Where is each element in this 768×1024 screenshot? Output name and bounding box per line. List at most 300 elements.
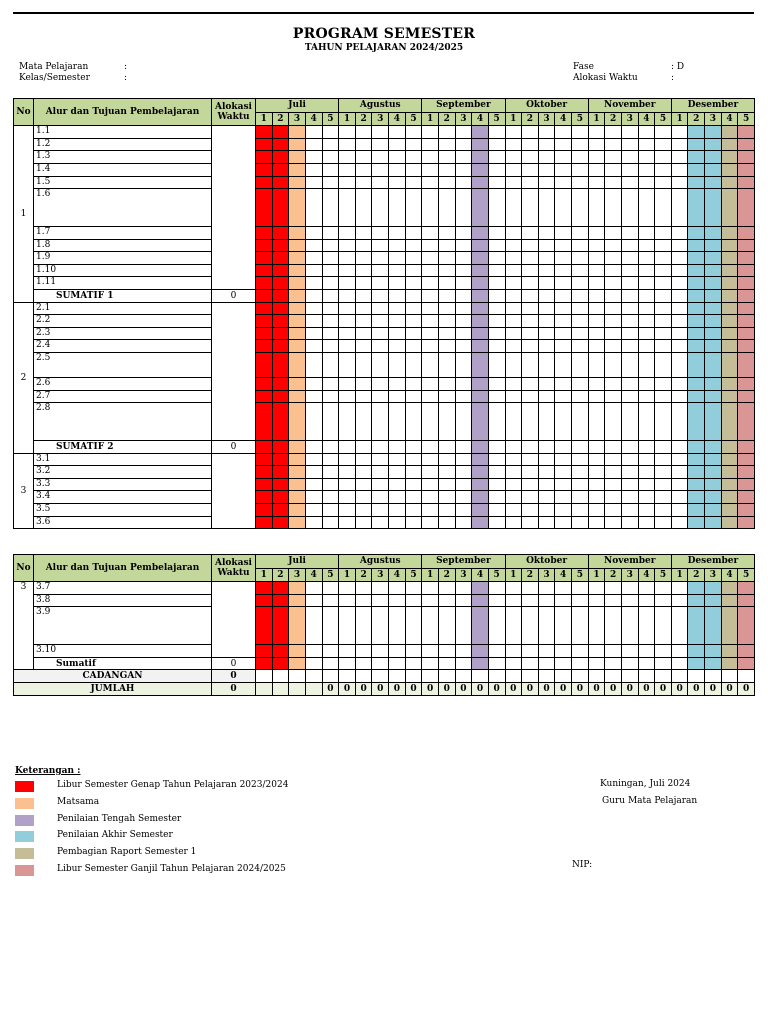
week-cell	[372, 315, 389, 328]
legend-swatch	[15, 848, 34, 859]
week-cell	[588, 403, 605, 441]
week-cell	[322, 504, 339, 517]
week-cell	[655, 352, 672, 377]
week-cell	[605, 302, 622, 315]
week-cell	[322, 378, 339, 391]
week-cell	[655, 390, 672, 403]
alokasi-value: 0	[212, 657, 256, 670]
week-cell	[272, 594, 289, 607]
week-cell	[389, 657, 406, 670]
week-cell	[372, 516, 389, 529]
week-cell	[455, 189, 472, 227]
week-cell	[389, 378, 406, 391]
week-cell	[339, 478, 356, 491]
week-cell	[638, 516, 655, 529]
week-cell	[688, 466, 705, 479]
header-week: 3	[538, 568, 555, 582]
week-cell	[438, 390, 455, 403]
week-cell	[289, 163, 306, 176]
week-cell	[738, 151, 755, 164]
week-cell	[422, 441, 439, 454]
week-cell	[289, 327, 306, 340]
week-cell	[688, 403, 705, 441]
week-cell	[389, 163, 406, 176]
week-cell	[256, 340, 273, 353]
week-cell	[688, 277, 705, 290]
jumlah-week: 0	[339, 682, 356, 695]
week-cell	[621, 327, 638, 340]
week-cell	[438, 466, 455, 479]
week-cell	[688, 453, 705, 466]
week-cell	[721, 491, 738, 504]
header-week: 4	[555, 112, 572, 126]
week-cell	[322, 607, 339, 645]
week-cell	[272, 138, 289, 151]
week-cell	[555, 607, 572, 645]
week-cell	[721, 252, 738, 265]
week-cell	[605, 352, 622, 377]
week-cell	[488, 352, 505, 377]
week-cell	[671, 453, 688, 466]
goal-row	[14, 466, 755, 479]
week-cell	[505, 352, 522, 377]
week-cell	[555, 138, 572, 151]
legend-item	[15, 863, 286, 881]
week-cell	[472, 289, 489, 302]
week-cell	[289, 516, 306, 529]
week-cell	[488, 504, 505, 517]
week-cell	[738, 491, 755, 504]
week-cell	[655, 189, 672, 227]
week-cell	[372, 151, 389, 164]
week-cell	[605, 645, 622, 658]
week-cell	[738, 239, 755, 252]
week-cell	[738, 516, 755, 529]
week-cell	[322, 264, 339, 277]
week-cell	[339, 516, 356, 529]
week-cell	[305, 478, 322, 491]
week-cell	[638, 327, 655, 340]
week-cell	[638, 264, 655, 277]
week-cell	[671, 466, 688, 479]
week-cell	[538, 594, 555, 607]
week-cell	[405, 645, 422, 658]
week-cell	[438, 138, 455, 151]
week-cell	[738, 226, 755, 239]
week-cell	[721, 189, 738, 227]
week-cell	[438, 252, 455, 265]
jumlah-label: JUMLAH	[14, 682, 212, 695]
week-cell	[372, 138, 389, 151]
week-cell	[472, 138, 489, 151]
header-month-juli: Juli	[256, 555, 339, 569]
week-cell	[705, 252, 722, 265]
week-cell	[272, 226, 289, 239]
week-cell	[572, 441, 589, 454]
week-cell	[538, 327, 555, 340]
week-cell	[472, 478, 489, 491]
week-cell	[705, 327, 722, 340]
goal-label: 2.2	[34, 315, 212, 328]
week-cell	[605, 277, 622, 290]
week-cell	[339, 327, 356, 340]
week-cell	[688, 126, 705, 139]
week-cell	[339, 390, 356, 403]
week-cell	[455, 302, 472, 315]
week-cell	[721, 441, 738, 454]
week-cell	[688, 176, 705, 189]
week-cell	[405, 390, 422, 403]
header-week: 4	[638, 112, 655, 126]
week-cell	[621, 478, 638, 491]
week-cell	[721, 403, 738, 441]
week-cell	[605, 607, 622, 645]
week-cell	[605, 582, 622, 595]
header-week: 2	[605, 112, 622, 126]
week-cell	[472, 607, 489, 645]
week-cell	[738, 403, 755, 441]
week-cell	[289, 645, 306, 658]
cadangan-week	[305, 670, 322, 683]
week-cell	[256, 226, 273, 239]
header-alokasi-line1: Alokasi	[215, 558, 252, 569]
week-cell	[372, 657, 389, 670]
week-cell	[305, 441, 322, 454]
week-cell	[455, 478, 472, 491]
week-cell	[555, 126, 572, 139]
week-cell	[522, 176, 539, 189]
week-cell	[655, 491, 672, 504]
week-cell	[555, 441, 572, 454]
week-cell	[588, 264, 605, 277]
week-cell	[505, 607, 522, 645]
week-cell	[588, 657, 605, 670]
week-cell	[438, 176, 455, 189]
week-cell	[355, 378, 372, 391]
week-cell	[671, 226, 688, 239]
week-cell	[488, 151, 505, 164]
week-cell	[588, 352, 605, 377]
header-week: 5	[738, 568, 755, 582]
week-cell	[655, 138, 672, 151]
goal-row	[14, 390, 755, 403]
week-cell	[671, 126, 688, 139]
legend	[15, 766, 289, 881]
week-cell	[572, 226, 589, 239]
week-cell	[505, 315, 522, 328]
week-cell	[305, 403, 322, 441]
week-cell	[289, 340, 306, 353]
week-cell	[688, 504, 705, 517]
header-month-oktober: Oktober	[505, 555, 588, 569]
week-cell	[505, 226, 522, 239]
week-cell	[355, 239, 372, 252]
week-cell	[472, 441, 489, 454]
week-cell	[688, 340, 705, 353]
week-cell	[638, 176, 655, 189]
week-cell	[488, 239, 505, 252]
week-cell	[621, 594, 638, 607]
week-cell	[588, 176, 605, 189]
week-cell	[488, 302, 505, 315]
header-week: 2	[438, 568, 455, 582]
week-cell	[638, 239, 655, 252]
week-cell	[422, 657, 439, 670]
week-cell	[322, 594, 339, 607]
week-cell	[572, 453, 589, 466]
week-cell	[272, 403, 289, 441]
week-cell	[605, 453, 622, 466]
header-week: 4	[721, 112, 738, 126]
header-week: 4	[555, 568, 572, 582]
week-cell	[389, 582, 406, 595]
week-cell	[605, 151, 622, 164]
week-cell	[688, 163, 705, 176]
week-cell	[655, 453, 672, 466]
week-cell	[405, 378, 422, 391]
week-cell	[638, 138, 655, 151]
week-cell	[438, 315, 455, 328]
week-cell	[389, 466, 406, 479]
week-cell	[389, 327, 406, 340]
week-cell	[256, 441, 273, 454]
header-week: 1	[339, 568, 356, 582]
week-cell	[272, 466, 289, 479]
week-cell	[405, 453, 422, 466]
week-cell	[638, 478, 655, 491]
week-cell	[671, 504, 688, 517]
week-cell	[389, 390, 406, 403]
week-cell	[472, 516, 489, 529]
header-week: 1	[505, 112, 522, 126]
week-cell	[738, 657, 755, 670]
header-alur: Alur dan Tujuan Pembelajaran	[34, 555, 212, 582]
week-cell	[721, 315, 738, 328]
week-cell	[655, 594, 672, 607]
alokasi-merged	[212, 582, 256, 658]
cadangan-row	[14, 670, 755, 683]
week-cell	[488, 252, 505, 265]
week-cell	[272, 302, 289, 315]
week-cell	[621, 239, 638, 252]
week-cell	[488, 289, 505, 302]
week-cell	[555, 582, 572, 595]
legend-text: Penilaian Tengah Semester	[57, 813, 182, 824]
week-cell	[522, 126, 539, 139]
header-month-desember: Desember	[671, 555, 754, 569]
week-cell	[455, 453, 472, 466]
week-cell	[705, 403, 722, 441]
jumlah-week: 0	[488, 682, 505, 695]
header-week: 3	[455, 112, 472, 126]
week-cell	[355, 163, 372, 176]
alokasi-waktu-value: :	[671, 73, 675, 83]
week-cell	[305, 466, 322, 479]
header-week: 1	[671, 568, 688, 582]
week-cell	[405, 189, 422, 227]
header-week: 1	[505, 568, 522, 582]
week-cell	[721, 516, 738, 529]
week-cell	[621, 352, 638, 377]
week-cell	[422, 491, 439, 504]
header-week: 1	[588, 568, 605, 582]
week-cell	[389, 176, 406, 189]
week-cell	[738, 138, 755, 151]
goal-row	[14, 277, 755, 290]
week-cell	[472, 466, 489, 479]
week-cell	[655, 657, 672, 670]
week-cell	[505, 491, 522, 504]
week-cell	[588, 453, 605, 466]
kelas-semester-label: Kelas/Semester	[19, 73, 90, 83]
header-week: 3	[538, 112, 555, 126]
week-cell	[572, 340, 589, 353]
goal-row	[14, 327, 755, 340]
week-cell	[655, 504, 672, 517]
header-week: 4	[305, 112, 322, 126]
week-cell	[422, 315, 439, 328]
week-cell	[588, 151, 605, 164]
week-cell	[405, 491, 422, 504]
week-cell	[638, 352, 655, 377]
goal-row	[14, 163, 755, 176]
header-alur: Alur dan Tujuan Pembelajaran	[34, 99, 212, 126]
week-cell	[688, 138, 705, 151]
jumlah-week: 0	[555, 682, 572, 695]
fase-label: Fase	[573, 62, 594, 72]
week-cell	[355, 264, 372, 277]
week-cell	[538, 491, 555, 504]
week-cell	[355, 151, 372, 164]
week-cell	[638, 315, 655, 328]
week-cell	[638, 252, 655, 265]
week-cell	[688, 378, 705, 391]
week-cell	[322, 340, 339, 353]
week-cell	[488, 277, 505, 290]
header-week: 1	[422, 568, 439, 582]
cadangan-week	[538, 670, 555, 683]
week-cell	[572, 176, 589, 189]
jumlah-week: 0	[322, 682, 339, 695]
week-cell	[455, 390, 472, 403]
week-cell	[688, 594, 705, 607]
week-cell	[555, 594, 572, 607]
week-cell	[655, 340, 672, 353]
week-cell	[721, 226, 738, 239]
week-cell	[705, 594, 722, 607]
header-week: 1	[256, 112, 273, 126]
week-cell	[555, 466, 572, 479]
week-cell	[572, 126, 589, 139]
week-cell	[405, 478, 422, 491]
week-cell	[538, 340, 555, 353]
week-cell	[372, 607, 389, 645]
week-cell	[438, 239, 455, 252]
week-cell	[738, 441, 755, 454]
week-cell	[272, 378, 289, 391]
week-cell	[455, 277, 472, 290]
week-cell	[355, 594, 372, 607]
legend-item	[15, 830, 173, 847]
week-cell	[505, 189, 522, 227]
week-cell	[721, 607, 738, 645]
week-cell	[322, 466, 339, 479]
week-cell	[671, 138, 688, 151]
week-cell	[488, 403, 505, 441]
week-cell	[572, 645, 589, 658]
week-cell	[405, 516, 422, 529]
week-cell	[621, 441, 638, 454]
summary-label: SUMATIF 1	[34, 289, 212, 302]
week-cell	[621, 289, 638, 302]
week-cell	[256, 582, 273, 595]
week-cell	[572, 594, 589, 607]
week-cell	[455, 315, 472, 328]
week-cell	[572, 327, 589, 340]
week-cell	[389, 478, 406, 491]
week-cell	[505, 138, 522, 151]
week-cell	[372, 390, 389, 403]
week-cell	[555, 239, 572, 252]
week-cell	[389, 504, 406, 517]
week-cell	[588, 340, 605, 353]
week-cell	[355, 340, 372, 353]
jumlah-week: 0	[721, 682, 738, 695]
week-cell	[389, 138, 406, 151]
week-cell	[738, 478, 755, 491]
week-cell	[688, 478, 705, 491]
week-cell	[372, 252, 389, 265]
week-cell	[322, 478, 339, 491]
week-cell	[505, 151, 522, 164]
week-cell	[705, 657, 722, 670]
week-cell	[272, 277, 289, 290]
goal-row	[14, 594, 755, 607]
colon: :	[124, 62, 128, 72]
jumlah-row	[14, 682, 755, 695]
week-cell	[688, 226, 705, 239]
header-alokasi-line2: Waktu	[217, 112, 250, 123]
cadangan-week	[322, 670, 339, 683]
week-cell	[688, 264, 705, 277]
week-cell	[655, 516, 672, 529]
goal-row	[14, 252, 755, 265]
week-cell	[339, 176, 356, 189]
week-cell	[422, 594, 439, 607]
week-cell	[705, 163, 722, 176]
week-cell	[488, 491, 505, 504]
week-cell	[405, 315, 422, 328]
week-cell	[322, 189, 339, 227]
week-cell	[572, 252, 589, 265]
cadangan-week	[389, 670, 406, 683]
week-cell	[339, 466, 356, 479]
week-cell	[438, 594, 455, 607]
week-cell	[655, 607, 672, 645]
week-cell	[605, 289, 622, 302]
week-cell	[472, 252, 489, 265]
week-cell	[256, 163, 273, 176]
group-number: 3	[14, 453, 34, 529]
week-cell	[505, 441, 522, 454]
legend-swatch	[15, 815, 34, 826]
header-week: 2	[438, 112, 455, 126]
week-cell	[488, 126, 505, 139]
legend-text: Libur Semester Genap Tahun Pelajaran 2023/2024	[57, 780, 289, 790]
week-cell	[588, 491, 605, 504]
week-cell	[621, 252, 638, 265]
week-cell	[605, 657, 622, 670]
